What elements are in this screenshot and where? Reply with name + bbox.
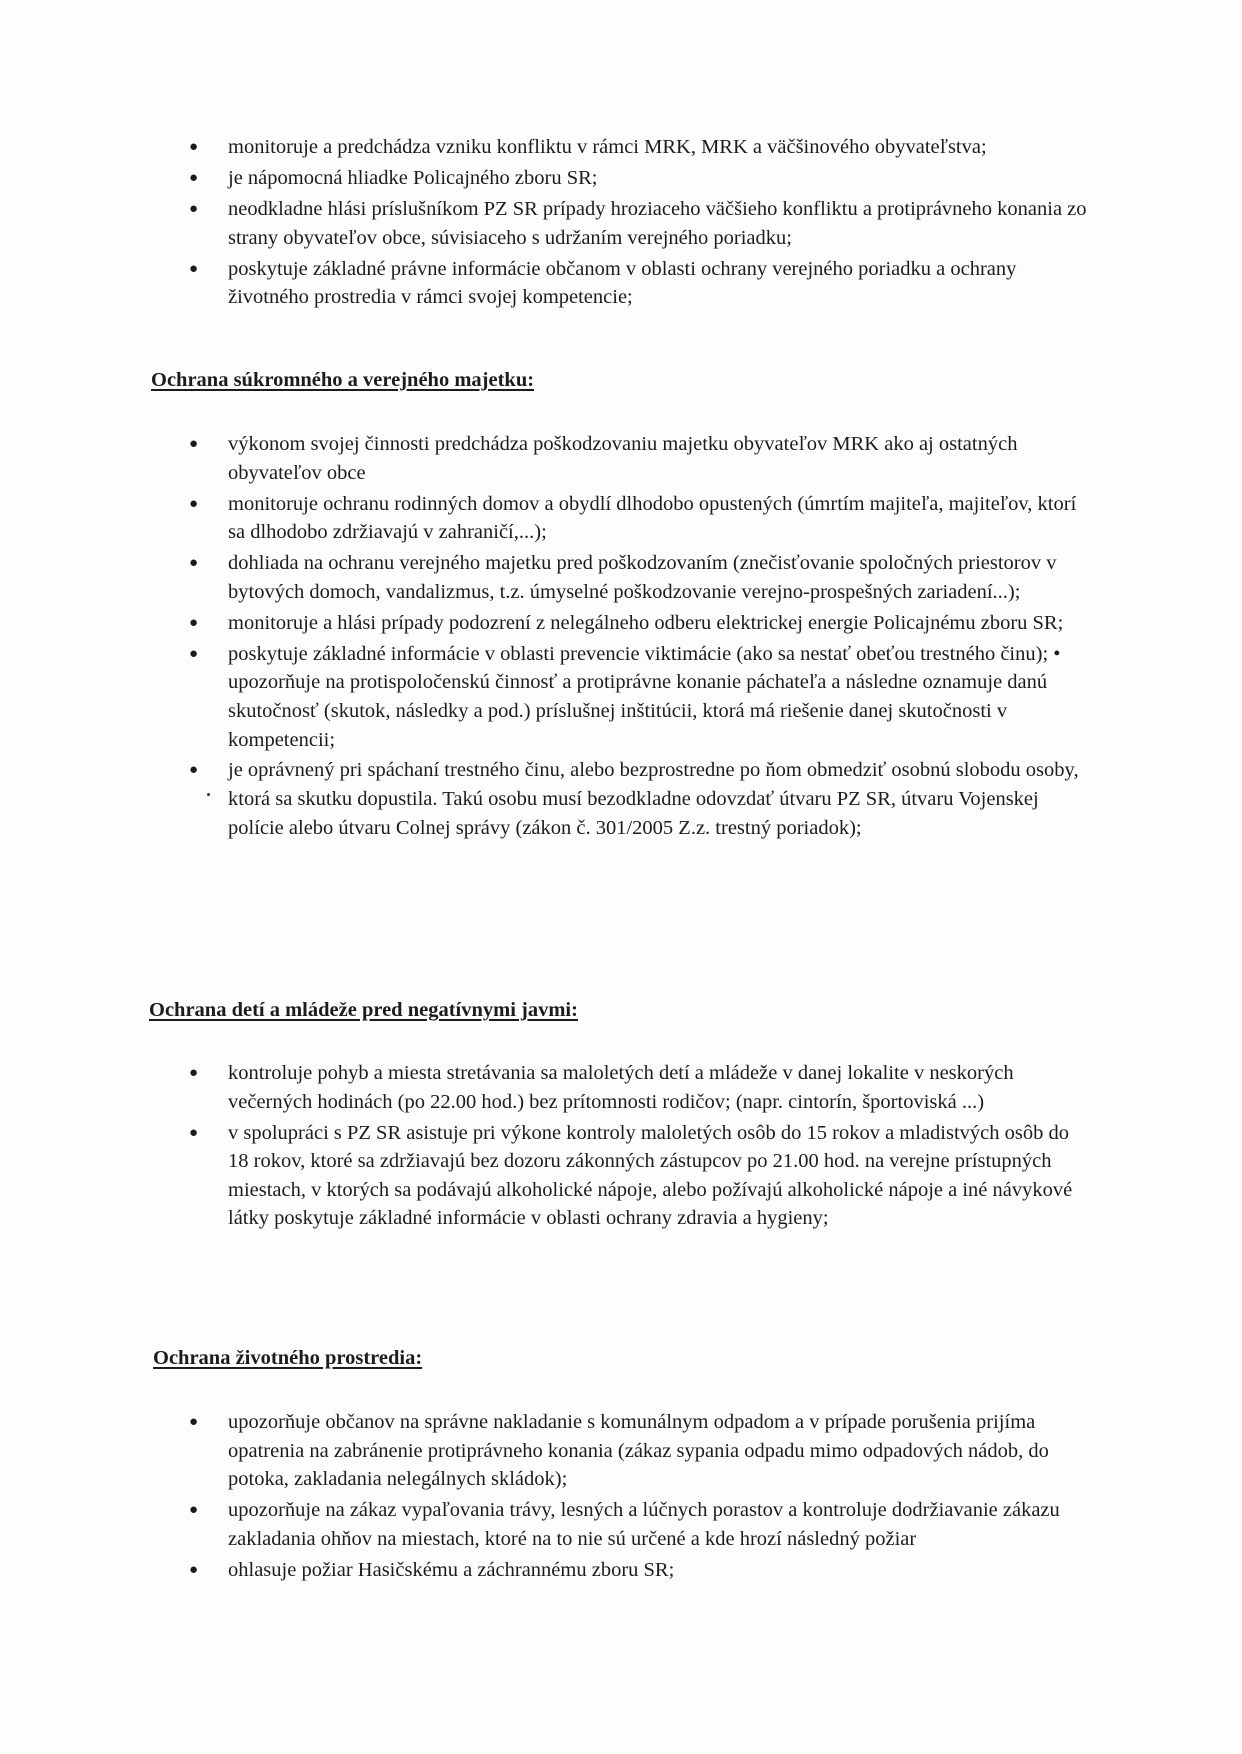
bullet-icon: ●: [189, 762, 199, 779]
section-heading-property: Ochrana súkromného a verejného majetku:: [151, 369, 535, 391]
list-item: ● poskytuje základné právne informácie občanom v oblasti ochrany verejného poriadku a ochrany životného prostredia v rámci svojej kompetencie;: [0, 255, 1242, 312]
bullet-list: [0, 1408, 1242, 1584]
bullet-icon: ●: [189, 260, 199, 277]
section-public-order: [0, 133, 1242, 314]
section-property: [0, 430, 1242, 845]
section-heading-environment: Ochrana životného prostredia:: [153, 1347, 423, 1369]
list-item: ● výkonom svojej činnosti predchádza poškodzovaniu majetku obyvateľov MRK ako aj ostatných obyvateľov obce: [0, 430, 1242, 487]
bullet-icon: ●: [189, 1124, 199, 1141]
bullet-icon: ●: [189, 495, 199, 512]
bullet-icon: ●: [189, 1561, 199, 1578]
bullet-list: [0, 1059, 1242, 1233]
list-item: ● monitoruje a predchádza vzniku konfliktu v rámci MRK, MRK a väčšinového obyvateľstva;: [0, 133, 1242, 162]
list-item: ● poskytuje základné informácie v oblasti prevencie viktimácie (ako sa nestať obeťou trestného činu); • upozorňuje na protispoločenskú činnosť a protiprávne konanie páchateľa a následne oznamuje danú skutočnosť (skutok, následky a pod.) príslušnej inštitúcii, ktorá má riešenie danej skutočnosti v kompetencii;: [0, 640, 1242, 754]
bullet-list: [0, 133, 1242, 312]
section-youth: [0, 1059, 1242, 1235]
list-item: ● kontroluje pohyb a miesta stretávania sa maloletých detí a mládeže v danej lokalite v neskorých večerných hodinách (po 22.00 hod.) bez prítomnosti rodičov; (napr. cintorín, športoviská ...): [0, 1059, 1242, 1116]
section-heading-youth: Ochrana detí a mládeže pred negatívnymi javmi:: [149, 999, 578, 1021]
bullet-icon: ●: [189, 200, 199, 217]
bullet-icon: ●: [189, 436, 199, 452]
bullet-icon: ●: [189, 169, 199, 186]
bullet-icon: ●: [189, 555, 199, 572]
list-item: ● upozorňuje na zákaz vypaľovania trávy, lesných a lúčnych porastov a kontroluje dodržiavanie zákazu zakladania ohňov na miestach, ktoré na to nie sú určené a kde hrozí následný požiar: [0, 1496, 1242, 1553]
list-item: ● v spolupráci s PZ SR asistuje pri výkone kontroly maloletých osôb do 15 rokov a mladistvých osôb do 18 rokov, ktoré sa zdržiavajú bez dozoru zákonných zástupcov po 21.00 hod. na verejne prístupných miestach, v ktorých sa podávajú alkoholické nápoje, alebo požívajú alkoholické nápoje a iné návykové látky poskytuje základné informácie v oblasti ochrany zdravia a hygieny;: [0, 1119, 1242, 1233]
list-item: ● monitoruje ochranu rodinných domov a obydlí dlhodobo opustených (úmrtím majiteľa, majiteľov, ktorí sa dlhodobo zdržiavajú v zahraničí,...);: [0, 490, 1242, 547]
list-item: ● neodkladne hlási príslušníkom PZ SR prípady hroziaceho väčšieho konfliktu a protiprávneho konania zo strany obyvateľov obce, súvisiaceho s udržaním verejného poriadku;: [0, 195, 1242, 252]
bullet-icon: ●: [189, 614, 199, 631]
bullet-icon: ●: [189, 1414, 199, 1430]
list-item: ● monitoruje a hlási prípady podozrení z nelegálneho odberu elektrickej energie Policajnému zboru SR;: [0, 609, 1242, 638]
bullet-icon: ●: [189, 645, 199, 662]
list-item: ● je nápomocná hliadke Policajného zboru SR;: [0, 164, 1242, 193]
list-item: ● upozorňuje občanov na správne nakladanie s komunálnym odpadom a v prípade porušenia prijíma opatrenia na zabránenie protiprávneho konania (zákaz sypania odpadu mimo odpadových nádob, do potoka, zakladania nelegálnych skládok);: [0, 1408, 1242, 1494]
bullet-icon: ●: [189, 1502, 199, 1519]
bullet-list: [0, 430, 1242, 842]
bullet-icon: ●: [189, 139, 199, 155]
section-environment: [0, 1408, 1242, 1587]
scan-speck: [207, 793, 210, 796]
bullet-icon: ●: [189, 1065, 199, 1081]
list-item: ● ohlasuje požiar Hasičskému a záchrannému zboru SR;: [0, 1556, 1242, 1585]
list-item: ● je oprávnený pri spáchaní trestného činu, alebo bezprostredne po ňom obmedziť osobnú slobodu osoby, ktorá sa skutku dopustila. Takú osobu musí bezodkladne odovzdať útvaru PZ SR, útvaru Vojenskej polície alebo útvaru Colnej správy (zákon č. 301/2005 Z.z. trestný poriadok);: [0, 756, 1242, 842]
list-item: ● dohliada na ochranu verejného majetku pred poškodzovaním (znečisťovanie spoločných priestorov v bytových domoch, vandalizmus, t.z. úmyselné poškodzovanie verejno-prospešných zariadení...);: [0, 549, 1242, 606]
